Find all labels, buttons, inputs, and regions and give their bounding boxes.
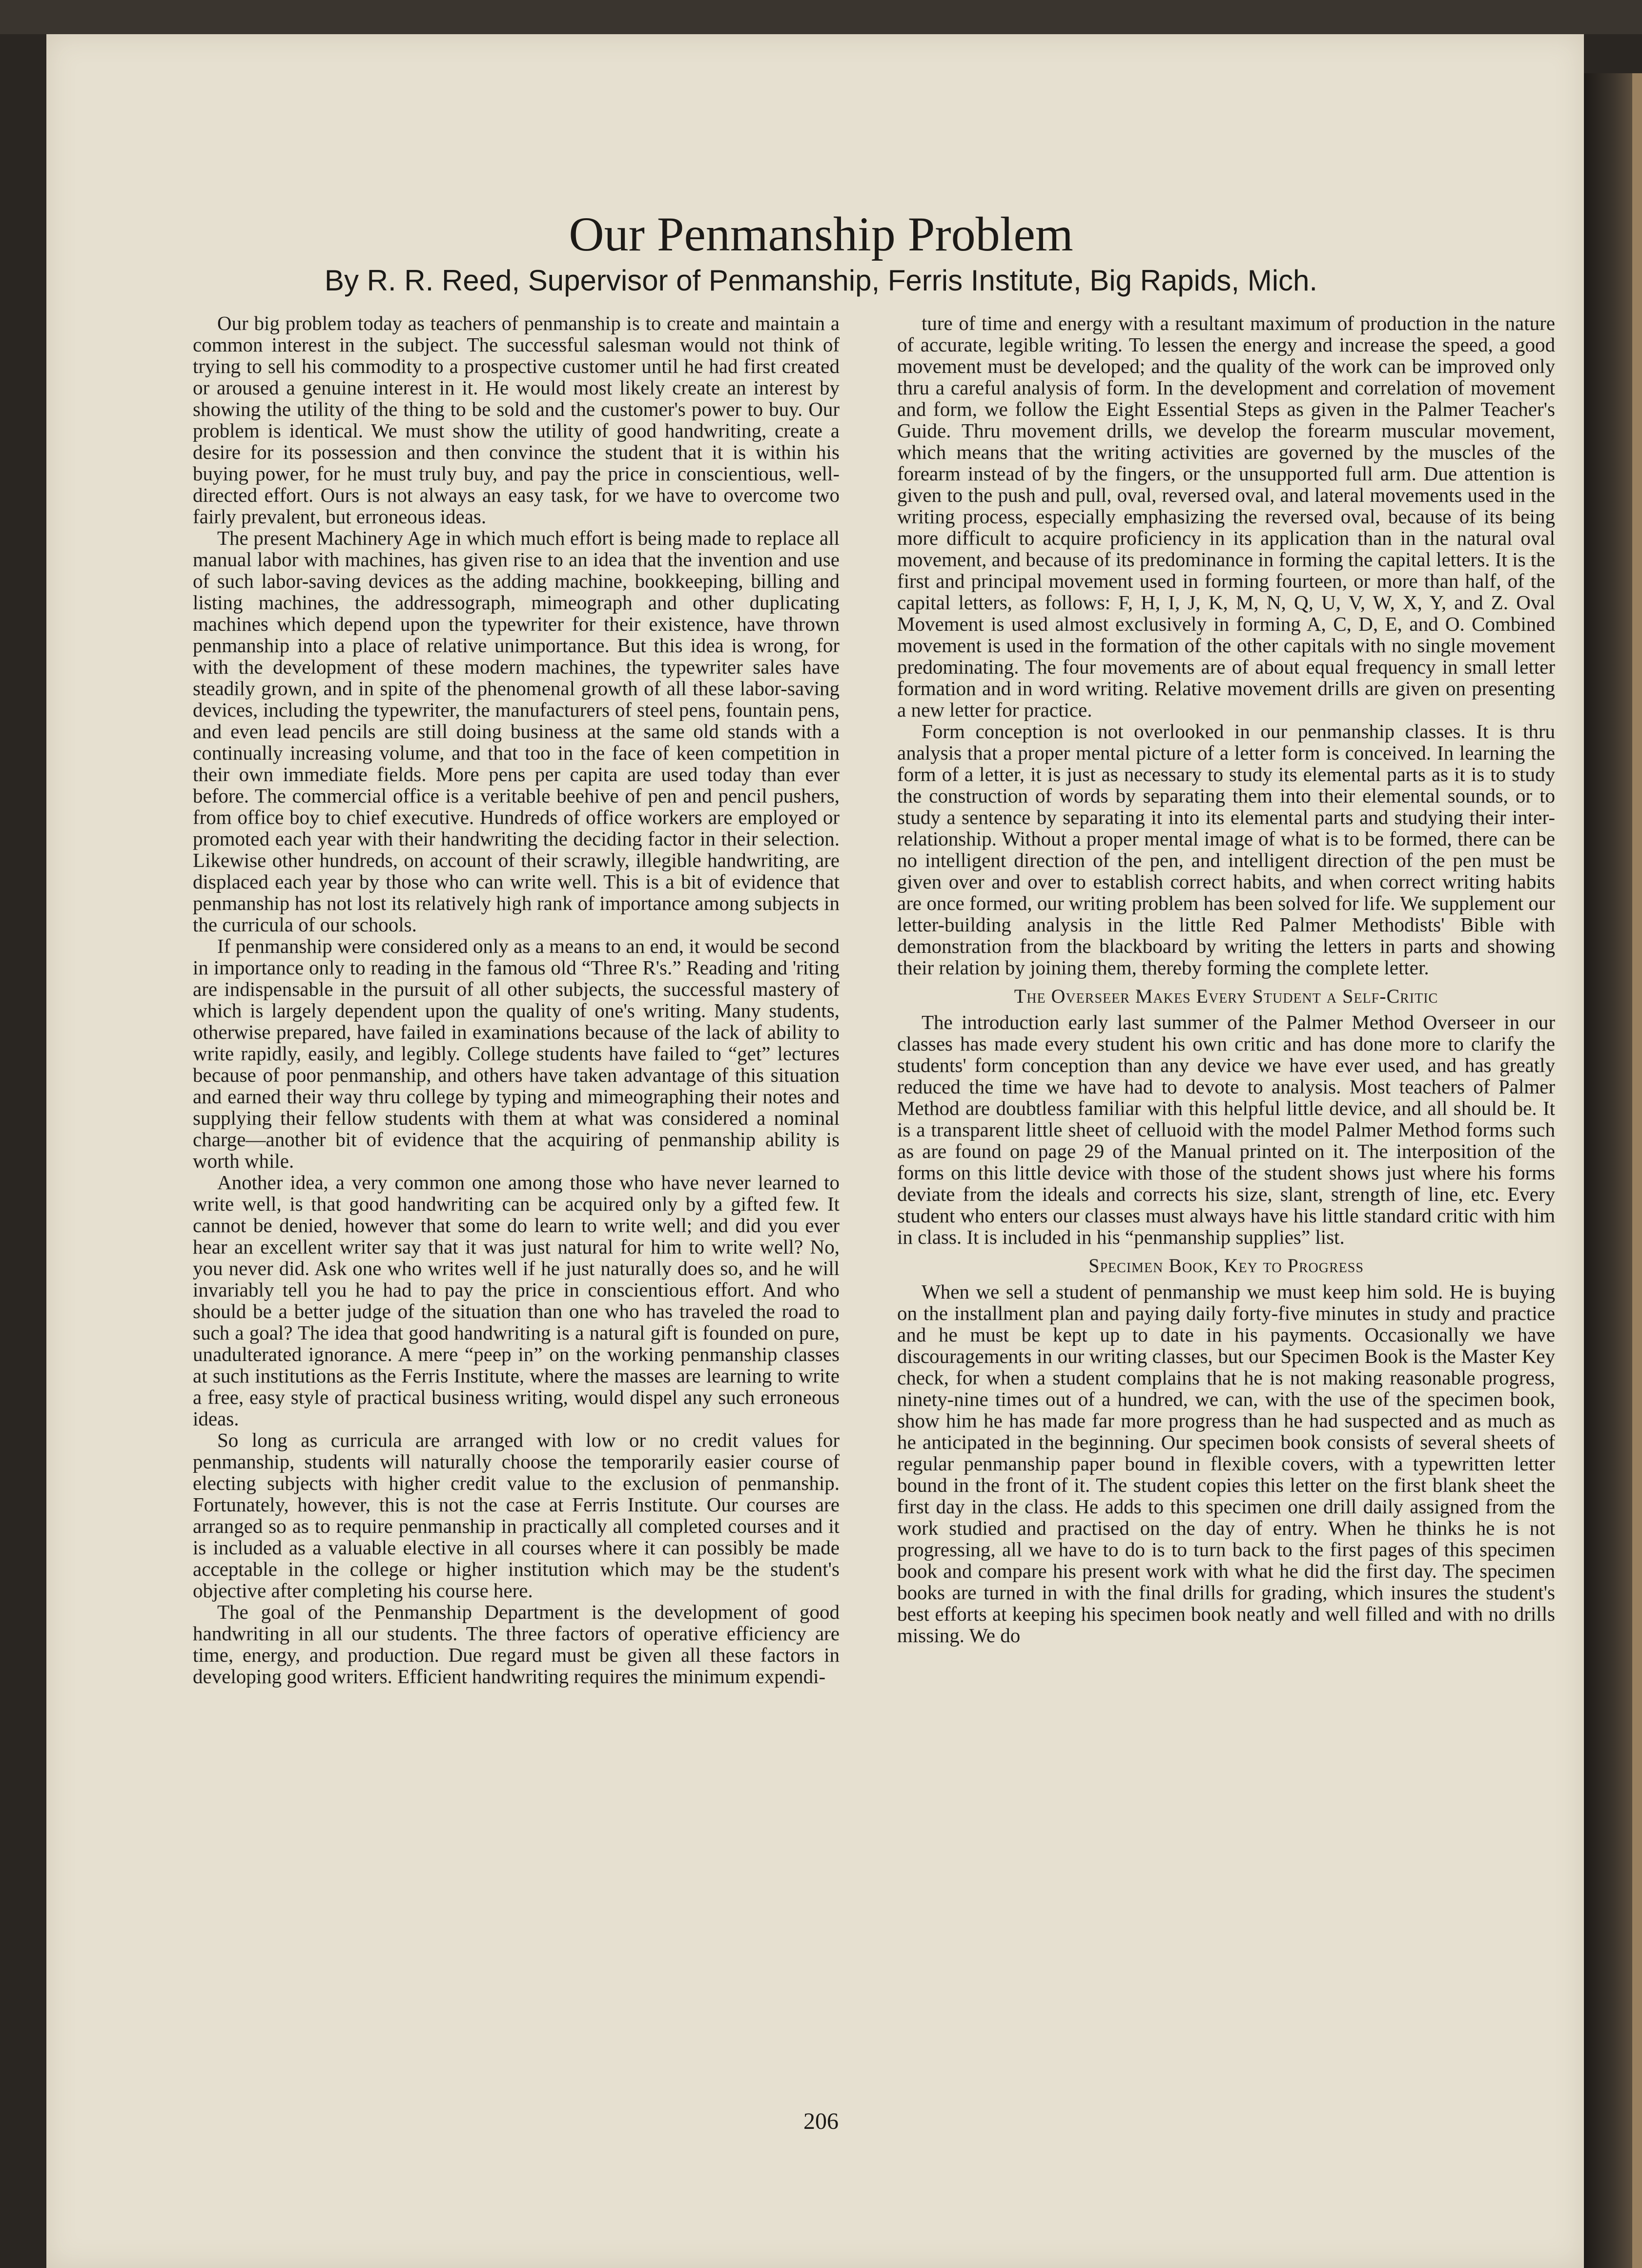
paragraph: ture of time and energy with a resultant maximum of production in the nature of accurate, legible writing. To lessen the energy and increase the speed, a good movement must be developed; and the quality of the work can be improved only thru a careful analysis of form. In the development and correlation of movement and form, we follow the Eight Essential Steps as given in the Palmer Teacher's Guide. Thru movement drills, we develop the forearm muscular movement, which means that the writing activities are governed by the muscles of the forearm instead of by the fingers, or the unsupported full arm. Due attention is given to the push and pull, oval, reversed oval, and lateral movements used in the writing process, especially emphasizing the reversed oval, because of its being more difficult to acquire proficiency in its application than in the natural oval movement, and because of its predominance in forming the capital letters. It is the first and principal movement used in forming fourteen, or more than half, of the capital letters, as follows: F, H, I, J, K, M, N, Q, U, V, W, X, Y, and Z. Oval Movement is used almost exclusively in forming A, C, D, E, and O. Combined movement is used in the formation of the other capitals with no single movement predominating. The four movements are of about equal frequency in small letter formation and in word writing. Relative movement drills are given on presenting a new letter for practice. [897, 312, 1555, 721]
section-heading: Specimen Book, Key to Progress [1088, 1255, 1364, 1277]
paragraph: Another idea, a very common one among those who have never learned to write well, is that good handwriting can be acquired only by a gifted few. It cannot be denied, however that some do learn to write well; and did you ever hear an excellent writer say that it was just natural for him to write well? No, you never did. Ask one who writes well if he just naturally does so, and he will invariably tell you he had to pay the price in conscientious effort. And who should be a better judge of the situation than one who has traveled the road to such a goal? The idea that good handwriting is a natural gift is founded on pure, unadulterated ignorance. A mere “peep in” on the working penmanship classes at such institutions as the Ferris Institute, where the masses are learning to write a free, easy style of practical business writing, would dispel any such erroneous ideas. [193, 1171, 840, 1430]
section-heading: The Overseer Makes Every Student a Self-Critic [1014, 985, 1438, 1007]
page-number: 206 [803, 2108, 839, 2134]
text-column-right [897, 312, 1555, 2080]
paragraph: Form conception is not overlooked in our penmanship classes. It is thru analysis that a proper mental picture of a letter form is conceived. In learning the form of a letter, it is just as necessary to study its elemental parts as it is to study the construction of words by separating them into their elemental sounds, or to study a sentence by separating it into its elemental parts and studying their inter-relationship. Without a proper mental image of what is to be formed, there can be no intelligent direction of the pen, and intelligent direction of the pen must be given over and over to establish correct habits, and when correct writing habits are once formed, our writing problem has been solved for life. We supplement our letter-building analysis in the little Red Palmer Methodists' Bible with demonstration from the blackboard by writing the letters in parts and showing their relation by joining them, thereby forming the complete letter. [897, 720, 1555, 979]
paragraph: If penmanship were considered only as a means to an end, it would be second in importance only to reading in the famous old “Three R's.” Reading and 'riting are indispensable in the pursuit of all other subjects, the successful mastery of which is largely dependent upon the quality of one's writing. Many students, otherwise prepared, have failed in examinations because of the lack of ability to write rapidly, easily, and legibly. College students have failed to “get” lectures because of poor penmanship, and others have taken advantage of this situation and earned their way thru college by typing and mimeographing their notes and supplying their fellow students with them at what was considered a nominal charge—another bit of evidence that the acquiring of penmanship ability is worth while. [193, 935, 840, 1172]
paragraph: The goal of the Penmanship Department is the development of good handwriting in all our students. The three factors of operative efficiency are time, energy, and production. Due regard must be given all these factors in developing good writers. Efficient handwriting requires the minimum expendi- [193, 1601, 840, 1688]
article-byline: By R. R. Reed, Supervisor of Penmanship, Ferris Institute, Big Rapids, Mich. [324, 264, 1318, 297]
text-column-left [193, 312, 840, 2080]
paragraph: The introduction early last summer of the Palmer Method Overseer in our classes has made every student his own critic and has done more to clarify the students' form conception than any device we have ever used, and has greatly reduced the time we have had to devote to analysis. Most teachers of Palmer Method are doubtless familiar with this helpful little device, and all should be. It is a transparent little sheet of celluoid with the model Palmer Method forms such as are found on page 29 of the Manual printed on it. The interposition of the forms on this little device with those of the student shows just where his forms deviate from the ideals and corrects his size, slant, strength of line, etc. Every student who enters our classes must always have his little standard critic with him in class. It is included in his “penmanship supplies” list. [897, 1011, 1555, 1248]
article-title: Our Penmanship Problem [569, 207, 1073, 261]
facing-page-edge [1584, 73, 1642, 2268]
paragraph: When we sell a student of penmanship we must keep him sold. He is buying on the installment plan and paying daily forty-five minutes in study and practice and he must be kept up to date in his payments. Occasionally we have discouragements in our writing classes, but our Specimen Book is the Master Key check, for when a student complains that he is not making reasonable progress, ninety-nine times out of a hundred, we can, with the use of the specimen book, show him he has made far more progress than he had suspected and as much as he anticipated in the beginning. Our specimen book consists of several sheets of regular penmanship paper bound in flexible covers, with a typewritten letter bound in the front of it. The student copies this letter on the first blank sheet the first day in the class. He adds to this specimen one drill daily assigned from the work studied and practised on the day of entry. When he thinks he is not progressing, all we have to do is to turn back to the first pages of this specimen book and compare his present work with what he did the first day. The specimen books are turned in with the final drills for grading, which insures the student's best efforts at keeping his specimen book neatly and well filled and with no drills missing. We do [897, 1280, 1555, 1647]
paragraph: Our big problem today as teachers of penmanship is to create and maintain a common interest in the subject. The successful salesman would not think of trying to sell his commodity to a prospective customer until he had first created or aroused a genuine interest in it. He would most likely create an interest by showing the utility of the thing to be sold and the customer's power to buy. Our problem is identical. We must show the utility of good handwriting, create a desire for its possession and then convince the student that it is within his buying power, for he must truly buy, and pay the price in conscientious, well-directed effort. Ours is not always an easy task, for we have to overcome two fairly prevalent, but erroneous ideas. [193, 312, 840, 528]
scan-background-top [0, 0, 1642, 34]
paragraph: The present Machinery Age in which much effort is being made to replace all manual labor with machines, has given rise to an idea that the invention and use of such labor-saving devices as the adding machine, bookkeeping, billing and listing machines, the addressograph, mimeograph and other duplicating machines which depend upon the typewriter for their existence, have thrown penmanship into a place of relative unimportance. But this idea is wrong, for with the development of these modern machines, the typewriter sales have steadily grown, and in spite of the phenomenal growth of all these labor-saving devices, including the typewriter, the manufacturers of steel pens, fountain pens, and even lead pencils are still doing business at the same old stands with a continually increasing volume, and that too in the face of keen competition in their own immediate fields. More pens per capita are used today than ever before. The commercial office is a veritable beehive of pen and pencil pushers, from office boy to chief executive. Hundreds of office workers are employed or promoted each year with their handwriting the deciding factor in their selection. Likewise other hundreds, on account of their scrawly, illegible handwriting, are displaced each year by those who can write well. This is a bit of evidence that penmanship has not lost its relatively high rank of importance among subjects in the curricula of our schools. [193, 527, 840, 936]
paragraph: So long as curricula are arranged with low or no credit values for penmanship, students will naturally choose the temporarily easier course of electing subjects with higher credit value to the exclusion of penmanship. Fortunately, however, this is not the case at Ferris Institute. Our courses are arranged so as to require penmanship in practically all completed courses and it is included as a valuable elective in all courses where it can possibly be made acceptable in the college or higher institution which may be the student's objective after completing his course here. [193, 1429, 840, 1602]
